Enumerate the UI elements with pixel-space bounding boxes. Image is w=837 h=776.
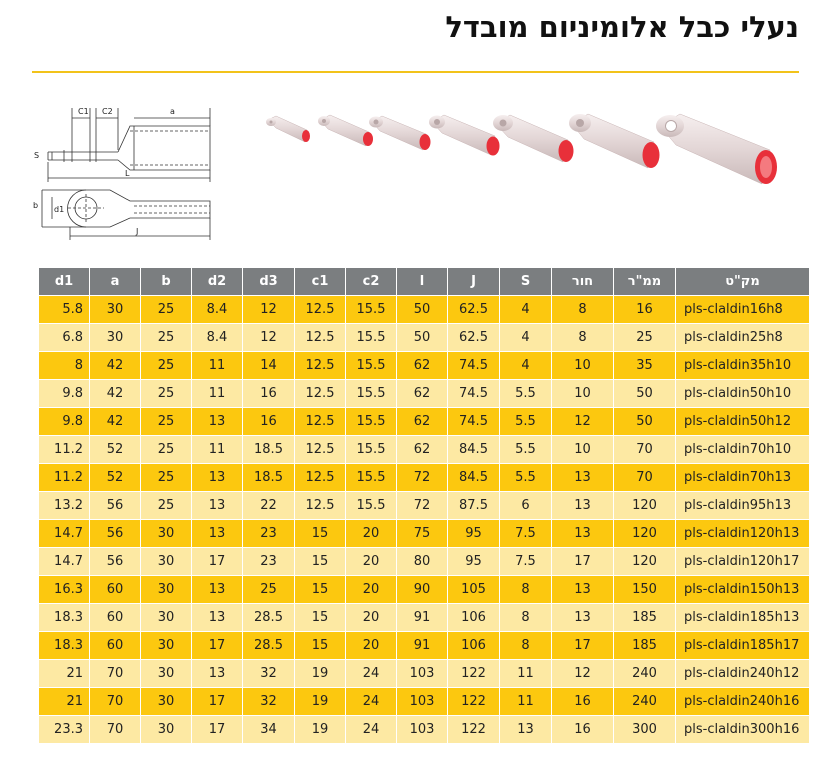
column-header: c1 [295,268,346,296]
column-header: d1 [39,268,90,296]
table-cell: 16 [243,380,295,408]
table-cell: 28.5 [243,632,295,660]
table-cell: 70 [90,716,141,744]
table-cell: 21 [39,660,90,688]
table-cell: pls-claldin300h16 [676,716,810,744]
table-cell: 20 [346,520,397,548]
lug-image-3 [369,116,431,150]
table-cell: 17 [552,548,614,576]
table-cell: 62 [397,380,448,408]
table-cell: 240 [614,660,676,688]
table-cell: 30 [141,604,192,632]
table-cell: pls-claldin16h8 [676,296,810,324]
table-cell: 62 [397,408,448,436]
table-cell: 19 [295,660,346,688]
table-cell: 13 [192,660,243,688]
table-cell: 13 [192,576,243,604]
table-cell: 50 [614,380,676,408]
header-row [39,268,810,296]
table-cell: 20 [346,604,397,632]
table-cell: 15 [295,548,346,576]
table-cell: 24 [346,716,397,744]
table-cell: 21 [39,688,90,716]
table-cell: 15.5 [346,380,397,408]
table-cell: 62.5 [448,324,500,352]
table-cell: 25 [243,576,295,604]
table-cell: 12.5 [295,408,346,436]
dim-a: a [170,107,175,116]
table-cell: 12.5 [295,296,346,324]
table-cell: 62.5 [448,296,500,324]
table-cell: 19 [295,688,346,716]
table-cell: 106 [448,632,500,660]
column-header: c2 [346,268,397,296]
table-cell: 50 [397,324,448,352]
table-cell: 8 [500,632,552,660]
table-cell: 150 [614,576,676,604]
table-cell: pls-claldin240h12 [676,660,810,688]
table-cell: 13 [192,520,243,548]
table-cell: 13 [552,464,614,492]
table-cell: 8.4 [192,296,243,324]
column-header: J [448,268,500,296]
column-header: d3 [243,268,295,296]
table-cell: 30 [141,548,192,576]
table-cell: 70 [90,660,141,688]
table-cell: 17 [552,632,614,660]
table-cell: 103 [397,716,448,744]
table-cell: 32 [243,688,295,716]
table-cell: 15 [295,576,346,604]
table-cell: 25 [141,324,192,352]
table-cell: 14.7 [39,548,90,576]
table-cell: 18.3 [39,604,90,632]
table-cell: pls-claldin35h10 [676,352,810,380]
table-cell: 32 [243,660,295,688]
lug-product-photos [262,100,802,200]
table-cell: 15.5 [346,296,397,324]
table-cell: 13 [552,576,614,604]
table-cell: 7.5 [500,520,552,548]
table-cell: 10 [552,352,614,380]
table-cell: 17 [192,548,243,576]
table-cell: 5.8 [39,296,90,324]
table-cell: 16 [243,408,295,436]
table-row [39,492,810,520]
table-cell: 10 [552,436,614,464]
table-cell: 72 [397,464,448,492]
table-cell: 8 [552,296,614,324]
table-cell: 19 [295,716,346,744]
lug-image-7 [656,114,777,184]
table-cell: 84.5 [448,464,500,492]
table-cell: 20 [346,576,397,604]
column-header: l [397,268,448,296]
table-cell: 106 [448,604,500,632]
table-cell: 5.5 [500,408,552,436]
table-cell: 95 [448,548,500,576]
table-cell: 11 [192,352,243,380]
table-cell: 42 [90,352,141,380]
lug-image-4 [429,115,500,156]
table-cell: 17 [192,688,243,716]
table-cell: 240 [614,688,676,716]
table-cell: 7.5 [500,548,552,576]
table-cell: pls-claldin120h13 [676,520,810,548]
table-row [39,324,810,352]
table-cell: 16 [552,688,614,716]
table-cell: pls-claldin50h10 [676,380,810,408]
dim-l: L [125,169,130,178]
table-cell: 8 [500,576,552,604]
table-row [39,688,810,716]
table-cell: 35 [614,352,676,380]
table-cell: 24 [346,688,397,716]
table-cell: 74.5 [448,408,500,436]
table-cell: 12 [243,324,295,352]
column-header: S [500,268,552,296]
table-row [39,520,810,548]
dim-d1: d1 [54,205,65,214]
table-cell: 34 [243,716,295,744]
table-cell: 11 [192,380,243,408]
table-cell: 17 [192,716,243,744]
table-cell: 20 [346,548,397,576]
table-cell: 16 [614,296,676,324]
table-cell: 72 [397,492,448,520]
column-header: b [141,268,192,296]
table-cell: 50 [397,296,448,324]
table-cell: 50 [614,408,676,436]
table-cell: 12.5 [295,352,346,380]
dim-c2: C2 [102,107,113,116]
spec-table [38,267,810,744]
table-cell: pls-claldin185h13 [676,604,810,632]
table-cell: 16 [552,716,614,744]
table-cell: 56 [90,492,141,520]
table-cell: pls-claldin70h13 [676,464,810,492]
table-cell: 17 [192,632,243,660]
table-cell: 62 [397,352,448,380]
table-cell: 18.5 [243,464,295,492]
table-cell: 90 [397,576,448,604]
lug-image-1 [266,116,310,142]
table-cell: 6.8 [39,324,90,352]
table-cell: 25 [141,380,192,408]
table-cell: 13 [552,520,614,548]
dim-j: J [136,227,139,236]
table-cell: 62 [397,436,448,464]
table-cell: 74.5 [448,352,500,380]
table-row [39,660,810,688]
lug-image-5 [493,115,574,162]
page-title: נעלי כבל אלומיניום מובדל [445,10,799,44]
table-row [39,296,810,324]
table-cell: 28.5 [243,604,295,632]
table-cell: 12 [552,660,614,688]
column-header: ממ"ר [614,268,676,296]
table-cell: 52 [90,464,141,492]
table-cell: 120 [614,520,676,548]
table-cell: 25 [141,296,192,324]
table-cell: 23 [243,548,295,576]
table-cell: 12.5 [295,492,346,520]
table-row [39,604,810,632]
table-cell: 15.5 [346,436,397,464]
table-cell: 25 [141,464,192,492]
table-cell: 60 [90,632,141,660]
table-cell: 11.2 [39,436,90,464]
table-cell: 11.2 [39,464,90,492]
table-cell: 23 [243,520,295,548]
table-cell: 30 [141,520,192,548]
table-cell: 15.5 [346,492,397,520]
table-cell: 120 [614,492,676,520]
table-cell: 30 [141,716,192,744]
table-cell: 4 [500,324,552,352]
table-cell: 20 [346,632,397,660]
table-cell: 13.2 [39,492,90,520]
lug-image-6 [569,114,660,168]
table-cell: 18.3 [39,632,90,660]
table-cell: pls-claldin50h12 [676,408,810,436]
table-row [39,408,810,436]
table-row [39,380,810,408]
table-cell: 5.5 [500,464,552,492]
table-cell: 14.7 [39,520,90,548]
table-row [39,436,810,464]
table-cell: pls-claldin150h13 [676,576,810,604]
table-cell: 12.5 [295,436,346,464]
table-cell: 15.5 [346,324,397,352]
column-header: d2 [192,268,243,296]
column-header: a [90,268,141,296]
table-cell: pls-claldin95h13 [676,492,810,520]
table-cell: 122 [448,660,500,688]
table-cell: 12.5 [295,324,346,352]
table-cell: 30 [90,324,141,352]
table-cell: 8.4 [192,324,243,352]
table-cell: 11 [500,688,552,716]
table-cell: 25 [141,492,192,520]
dim-c1: C1 [78,107,89,116]
table-cell: 25 [141,352,192,380]
table-cell: 25 [614,324,676,352]
table-cell: 122 [448,688,500,716]
column-header: מק"ט [676,268,810,296]
table-cell: 15 [295,604,346,632]
table-cell: 4 [500,352,552,380]
table-cell: 15 [295,520,346,548]
table-cell: 30 [141,576,192,604]
table-cell: 12.5 [295,380,346,408]
dim-s: S [34,151,40,160]
table-cell: 8 [500,604,552,632]
table-cell: 30 [141,660,192,688]
table-cell: 22 [243,492,295,520]
table-cell: 91 [397,604,448,632]
lug-dimension-diagram [30,100,220,245]
table-cell: pls-claldin240h16 [676,688,810,716]
table-cell: 122 [448,716,500,744]
table-cell: 56 [90,548,141,576]
table-cell: 12 [552,408,614,436]
table-cell: pls-claldin25h8 [676,324,810,352]
table-row [39,632,810,660]
table-cell: 30 [90,296,141,324]
table-cell: 9.8 [39,380,90,408]
table-cell: 13 [500,716,552,744]
table-cell: 91 [397,632,448,660]
table-cell: 56 [90,520,141,548]
table-cell: 9.8 [39,408,90,436]
table-cell: 25 [141,408,192,436]
table-cell: 15.5 [346,408,397,436]
table-cell: 120 [614,548,676,576]
table-cell: 52 [90,436,141,464]
table-cell: 30 [141,632,192,660]
table-cell: 12 [243,296,295,324]
table-cell: 16.3 [39,576,90,604]
table-cell: 103 [397,660,448,688]
table-cell: 30 [141,688,192,716]
table-cell: 60 [90,604,141,632]
table-cell: 105 [448,576,500,604]
table-cell: 25 [141,436,192,464]
table-cell: 60 [90,576,141,604]
table-cell: 70 [614,436,676,464]
table-row [39,352,810,380]
table-cell: 42 [90,380,141,408]
table-cell: 14 [243,352,295,380]
dim-b: b [33,201,39,210]
table-cell: 15.5 [346,352,397,380]
table-cell: 13 [552,492,614,520]
table-cell: 5.5 [500,380,552,408]
table-cell: 13 [552,604,614,632]
table-cell: 75 [397,520,448,548]
table-cell: pls-claldin185h17 [676,632,810,660]
table-cell: 70 [614,464,676,492]
table-cell: 300 [614,716,676,744]
table-cell: 12.5 [295,464,346,492]
table-row [39,716,810,744]
table-cell: pls-claldin70h10 [676,436,810,464]
table-cell: 15 [295,632,346,660]
column-header: חור [552,268,614,296]
table-row [39,464,810,492]
table-cell: 13 [192,492,243,520]
table-cell: 15.5 [346,464,397,492]
table-cell: 95 [448,520,500,548]
table-cell: pls-claldin120h17 [676,548,810,576]
table-cell: 5.5 [500,436,552,464]
table-cell: 13 [192,604,243,632]
lug-image-2 [318,115,373,146]
table-cell: 103 [397,688,448,716]
table-cell: 18.5 [243,436,295,464]
table-cell: 87.5 [448,492,500,520]
table-cell: 10 [552,380,614,408]
table-cell: 185 [614,604,676,632]
table-cell: 185 [614,632,676,660]
table-cell: 24 [346,660,397,688]
table-cell: 6 [500,492,552,520]
table-cell: 13 [192,408,243,436]
table-cell: 74.5 [448,380,500,408]
table-cell: 8 [39,352,90,380]
table-cell: 80 [397,548,448,576]
table-cell: 4 [500,296,552,324]
table-cell: 70 [90,688,141,716]
table-cell: 23.3 [39,716,90,744]
table-cell: 42 [90,408,141,436]
table-cell: 8 [552,324,614,352]
table-cell: 11 [500,660,552,688]
table-cell: 11 [192,436,243,464]
table-cell: 13 [192,464,243,492]
table-row [39,548,810,576]
table-row [39,576,810,604]
title-underline [32,71,799,73]
table-cell: 84.5 [448,436,500,464]
